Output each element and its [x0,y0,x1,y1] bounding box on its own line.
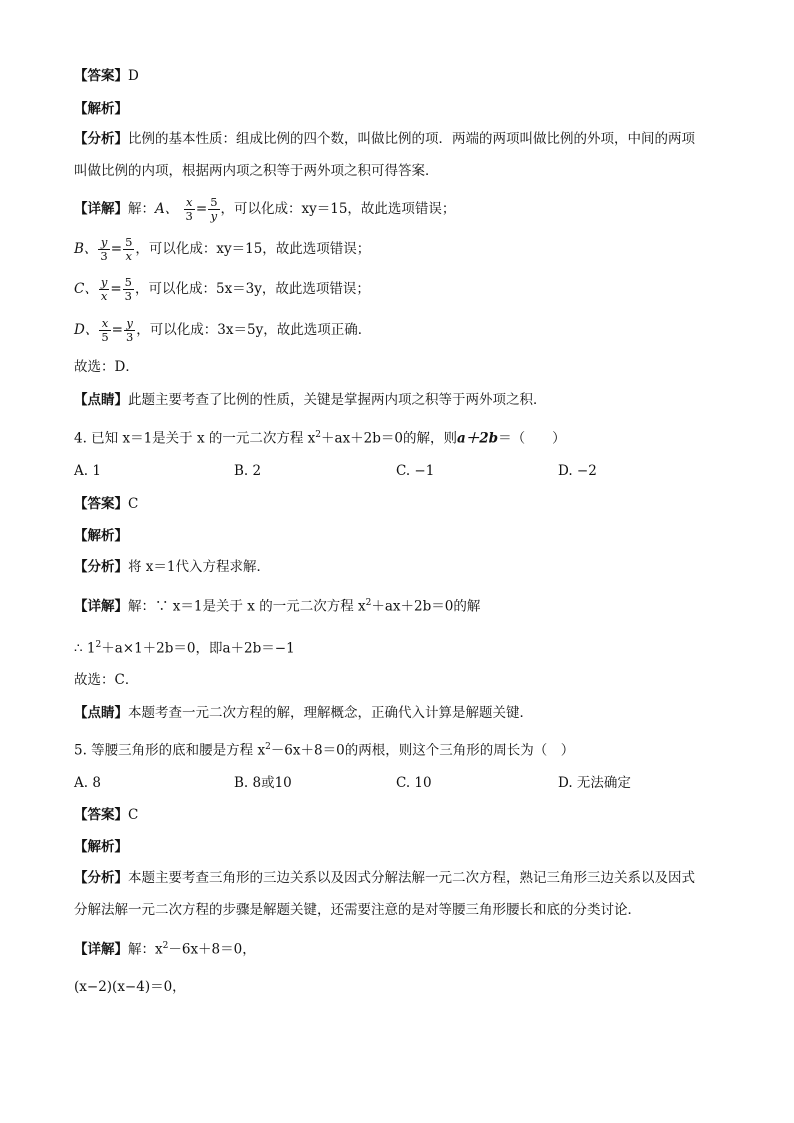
fraction: $\frac{y}{3}$ [125,316,134,344]
q4-dianjing: 【点睛】本题考查一元二次方程的解，理解概念，正确代入计算是解题关键． [74,705,533,721]
q4-xiangjie: 【详解】解：∵ x＝1是关于 x 的一元二次方程 $x^2+ax+2b=0$的解 [74,598,481,615]
q4-fenxi: 【分析】将 x＝1代入方程求解． [74,559,270,575]
fraction: $\frac{y}{x}$ [100,275,108,303]
q5-fenxi-line1: 【分析】本题主要考查三角形的三边关系以及因式分解法解一元二次方程，熟记三角形三边关系以及因式 [74,870,695,886]
q5-answer: 【答案】C [74,807,139,823]
q4-option-d: D. −2 [558,463,597,479]
fraction: $\frac{y}{3}$ [100,235,108,263]
q5-factored: (x−2)(x−4)＝0， [74,979,186,995]
q4-option-b: B. 2 [234,463,262,479]
q5-option-d: D. 无法确定 [558,775,631,791]
fraction: $\frac{5}{y}$ [210,195,218,223]
q4-stem: 4. 已知 x＝1是关于 x 的一元二次方程 $x^2+ax+2b=0$的解，则a＋2b＝（ ） [74,430,566,447]
q3-fenxi-line2: 叫做比例的内项，根据两内项之积等于两外项之积可得答案． [74,163,439,179]
q5-option-b: B. 8或10 [234,775,292,791]
q4-option-a: A. 1 [74,463,101,479]
q5-stem: 5. 等腰三角形的底和腰是方程 $x^2-6x+8=0$的两根，则这个三角形的周长为（ ） [74,742,575,759]
q3-option-c: C、 $\frac{y}{x}$ = $\frac{5}{3}$ ，可以化成：5x＝3y，故此选项错误； [74,275,370,303]
q4-step: ∴ $1^2+a\times 1+2b=0$，即a＋2b＝−1 [74,640,295,657]
q3-option-d: D、 $\frac{x}{5}$ = $\frac{y}{3}$ ，可以化成：3x＝5y，故此选项正确． [74,316,372,344]
q3-option-a: 【详解】解：A、 $\frac{x}{3}$ = $\frac{5}{y}$ ，可以化成：xy＝15，故此选项错误； [74,195,456,223]
q3-fenxi-line1: 【分析】比例的基本性质：组成比例的四个数，叫做比例的项．两端的两项叫做比例的外项，中间的两项 [74,131,695,147]
q4-jiexi: 【解析】 [74,528,128,544]
q5-option-c: C. 10 [396,775,432,791]
q3-option-b: B、 $\frac{y}{3}$ = $\frac{5}{x}$ ，可以化成：xy＝15，故此选项错误； [74,235,371,263]
q3-jiexi: 【解析】 [74,101,128,117]
fraction: $\frac{5}{3}$ [124,275,132,303]
q5-jiexi: 【解析】 [74,839,128,855]
q3-choose: 故选：D． [74,359,139,375]
q5-options [74,773,734,793]
q5-xiangjie: 【详解】解：$x^2-6x+8=0$， [74,941,256,958]
q4-answer: 【答案】C [74,496,139,512]
fraction: $\frac{5}{x}$ [125,235,133,263]
fraction: $\frac{x}{5}$ [101,316,109,344]
q4-option-c: C. −1 [396,463,435,479]
fraction: $\frac{x}{3}$ [185,195,193,223]
q3-dianjing: 【点睛】此题主要考查了比例的性质，关键是掌握两内项之积等于两外项之积． [74,392,547,408]
q3-answer: 【答案】D [74,68,139,84]
q5-fenxi-line2: 分解法解一元二次方程的步骤是解题关键，还需要注意的是对等腰三角形腰长和底的分类讨论． [74,902,641,918]
q5-option-a: A. 8 [74,775,101,791]
q4-choose: 故选：C． [74,672,139,688]
q4-options [74,461,734,481]
